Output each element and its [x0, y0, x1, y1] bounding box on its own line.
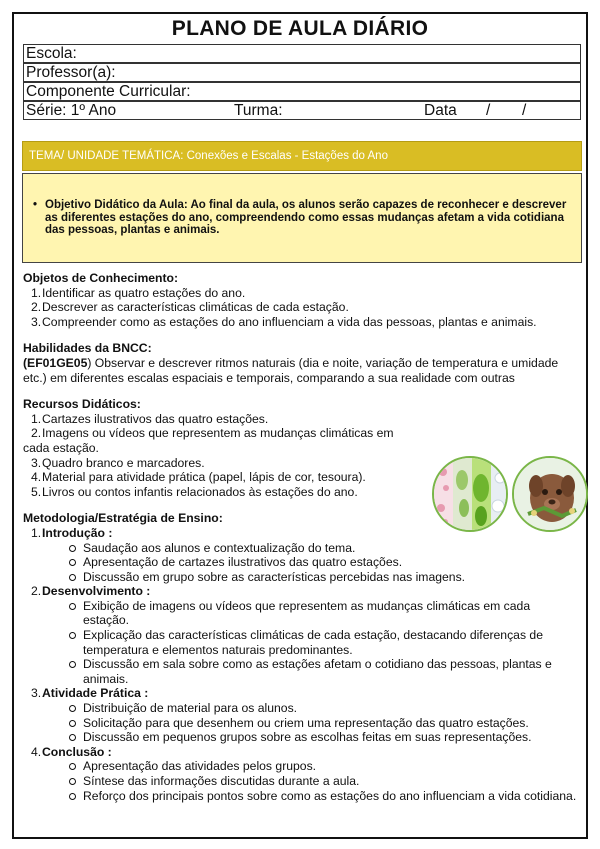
list-item: 3. Quadro branco e marcadores.: [31, 455, 205, 470]
methodology-step: 4. Conclusão : Apresentação das atividades pelos grupos. Síntese das informações discutidas durante a aula. Reforço dos principais pontos sobre como as estações do ano influenciam a vida cotidiana.: [23, 745, 579, 803]
page-title: PLANO DE AULA DIÁRIO: [171, 17, 429, 40]
list-item: Explicação das características climáticas de cada estação, destacando diferenças de temperatura e elementos naturais predominantes.: [64, 628, 579, 657]
list-item: 2. Descrever as características climáticas de cada estação.: [31, 300, 349, 315]
list-item: Exibição de imagens ou vídeos que representem as mudanças climáticas em cada estação.: [64, 599, 579, 628]
seasons-collage-image: [432, 456, 508, 532]
school-field: Escola:: [23, 44, 581, 63]
list-item: 4. Material para atividade prática (papel, lápis de cor, tesoura).: [31, 470, 366, 485]
grade-row: [23, 101, 581, 120]
content: [23, 271, 579, 803]
list-item: Discussão em sala sobre como as estações afetam o cotidiano das pessoas, plantas e animais.: [64, 657, 579, 686]
list-item: 3. Compreender como as estações do ano influenciam a vida das pessoas, plantas e animais.: [31, 314, 537, 329]
resources-list: [23, 412, 413, 500]
teacher-field: Professor(a):: [23, 63, 581, 82]
list-item: 2. Imagens ou vídeos que representem as mudanças climáticas em cada estação.: [23, 426, 394, 455]
date-separator: /: [486, 102, 491, 119]
date-label: Data: [424, 102, 457, 119]
bncc-code: (EF01GE05: [23, 355, 88, 370]
methodology-title: Metodologia/Estratégia de Ensino:: [23, 511, 223, 526]
curriculum-field: Componente Curricular:: [23, 82, 581, 101]
knowledge-objects-list: [23, 286, 579, 330]
bncc-text: (EF01GE05) Observar e descrever ritmos naturais (dia e noite, variação de temperatura e umidade etc.) em diferentes escalas espaciais e temporais, comparando a sua realidade com outras: [23, 355, 559, 385]
theme-bar: TEMA/ UNIDADE TEMÁTICA: Conexões e Escalas - Estações do Ano: [22, 141, 582, 171]
dog-image: [512, 456, 588, 532]
list-item: Apresentação de cartazes ilustrativos das quatro estações.: [64, 555, 579, 570]
knowledge-objects-title: Objetos de Conhecimento:: [23, 271, 179, 285]
objective-text: • Objetivo Didático da Aula: Ao final da aula, os alunos serão capazes de reconhecer e descrever as diferentes estações do ano, compreendendo como essas mudanças afetam a vida cotidiana das pessoas, plantas e animais.: [45, 199, 575, 237]
list-item: Distribuição de material para os alunos.: [64, 701, 579, 716]
date-separator: /: [522, 102, 527, 119]
resources-title: Recursos Didáticos:: [23, 397, 141, 412]
list-item: 1. Identificar as quatro estações do ano.: [31, 285, 246, 300]
list-item: Solicitação para que desenhem ou criem uma representação das quatro estações.: [64, 716, 579, 731]
list-item: Reforço dos principais pontos sobre como as estações do ano influenciam a vida cotidiana.: [64, 789, 579, 804]
class-label: Turma:: [234, 102, 283, 119]
list-item: 5. Livros ou contos infantis relacionados às estações do ano.: [31, 484, 358, 499]
methodology-step: 2. Desenvolvimento : Exibição de imagens ou vídeos que representem as mudanças climáticas em cada estação. Explicação das características climáticas de cada estação, destacando diferenças de temperatura e elementos naturais predominantes. Discussão em sala sobre como as estações afetam o cotidiano das pessoas, plantas e animais.: [23, 584, 579, 686]
list-item: Saudação aos alunos e contextualização do tema.: [64, 541, 579, 556]
methodology-list: [23, 526, 579, 803]
list-item: Discussão em pequenos grupos sobre as escolhas feitas em suas representações.: [64, 730, 579, 745]
bncc-title: Habilidades da BNCC:: [23, 341, 152, 356]
season-images: [432, 456, 592, 536]
list-item: Discussão em grupo sobre as características percebidas nas imagens.: [64, 570, 579, 585]
lesson-plan-page: [12, 12, 588, 839]
list-item: 1. Cartazes ilustrativos das quatro estações.: [31, 411, 269, 426]
methodology-step: 1. Introdução : Saudação aos alunos e contextualização do tema. Apresentação de cartazes ilustrativos das quatro estações. Discussão em grupo sobre as características percebidas nas imagens.: [23, 526, 579, 584]
list-item: Apresentação das atividades pelos grupos.: [64, 759, 579, 774]
grade-label: Série: 1º Ano: [26, 102, 117, 119]
methodology-step: 3. Atividade Prática : Distribuição de material para os alunos. Solicitação para que desenhem ou criem uma representação das quatro estações. Discussão em pequenos grupos sobre as escolhas feitas em suas representações.: [23, 686, 579, 744]
objective-box: [22, 173, 582, 263]
list-item: Síntese das informações discutidas durante a aula.: [64, 774, 579, 789]
